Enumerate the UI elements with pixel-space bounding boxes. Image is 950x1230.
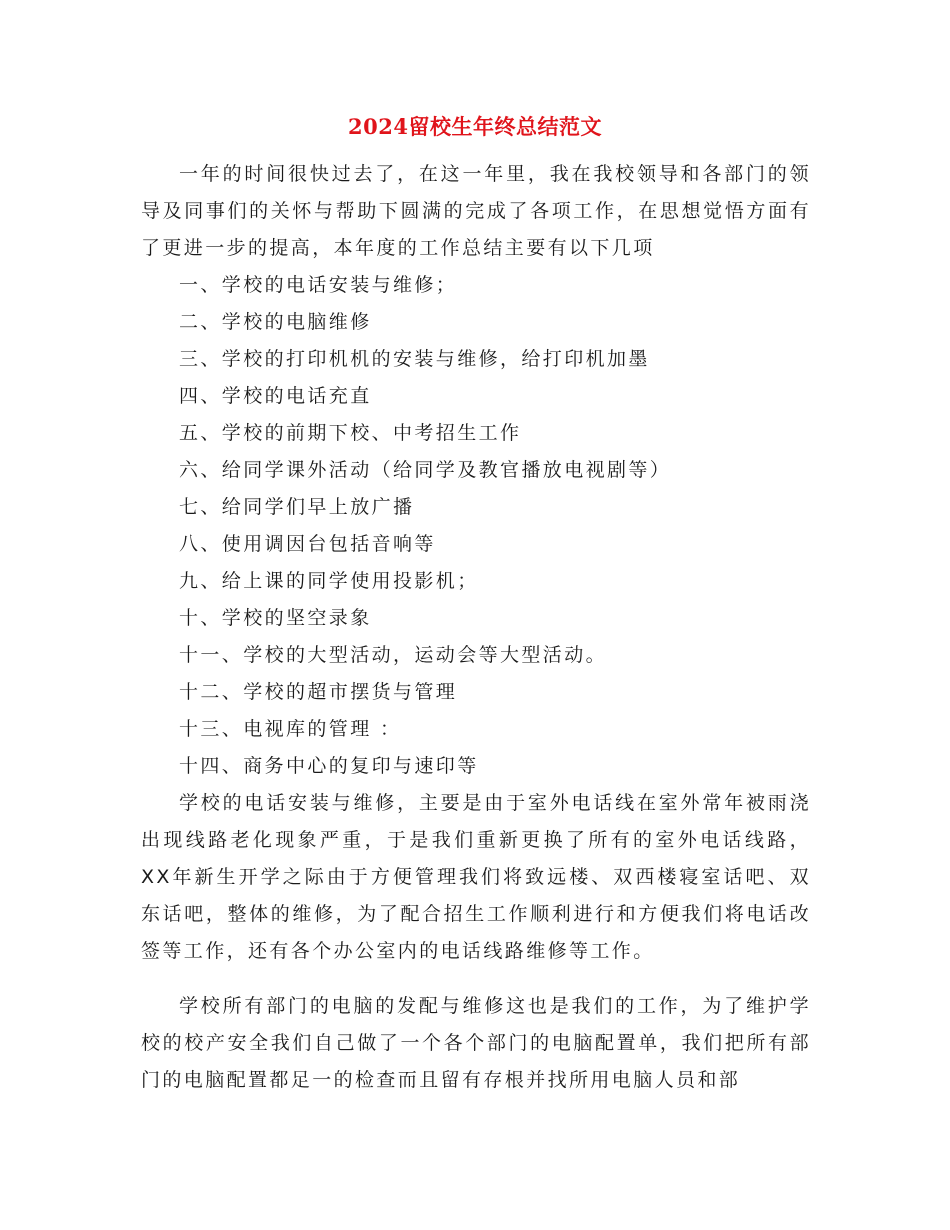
computer-paragraph: 学校所有部门的电脑的发配与维修这也是我们的工作，为了维护学校的校产安全我们自己做了一个各个部门的电脑配置单，我们把所有部门的电脑配置都足一的检查而且留有存根并找所用电脑人员和部: [141, 995, 811, 1091]
list-item: 一、学校的电话安装与维修；: [179, 274, 458, 296]
list-item: 二、学校的电脑维修: [179, 311, 372, 333]
document-title: 2024留校生年终总结范文: [348, 114, 602, 139]
list-item: 四、学校的电话充直: [179, 385, 372, 407]
phone-paragraph: 学校的电话安装与维修，主要是由于室外电话线在室外常年被雨浇出现线路老化现象严重，于是我们重新更换了所有的室外电话线路，XX年新生开学之际由于方便管理我们将致远楼、双西楼寝室话吧、双东话吧，整体的维修，为了配合招生工作顺利进行和方便我们将电话改签等工作，还有各个办公室内的电话线路维修等工作。: [141, 792, 811, 962]
list-item: 十、学校的坚空录象: [179, 607, 372, 629]
list-item: 五、学校的前期下校、中考招生工作: [179, 422, 522, 444]
list-item: 十一、学校的大型活动，运动会等大型活动。: [179, 644, 608, 666]
list-item: 十四、商务中心的复印与速印等: [179, 755, 479, 777]
document-body: [141, 156, 811, 1099]
list-item: 三、学校的打印机机的安装与维修，给打印机加墨: [179, 348, 650, 370]
list-item: 十三、电视库的管理 ：: [179, 718, 402, 740]
list-item: 十二、学校的超市摆货与管理: [179, 681, 458, 703]
list-item: 九、给上课的同学使用投影机；: [179, 570, 479, 592]
list-item: 七、给同学们早上放广播: [179, 496, 415, 518]
list-item: 六、给同学课外活动（给同学及教官播放电视剧等）: [179, 459, 672, 481]
intro-paragraph: 一年的时间很快过去了，在这一年里，我在我校领导和各部门的领导及同事们的关怀与帮助下圆满的完成了各项工作，在思想觉悟方面有了更进一步的提高，本年度的工作总结主要有以下几项: [141, 163, 811, 259]
list-item: 八、使用调因台包括音响等: [179, 533, 436, 555]
